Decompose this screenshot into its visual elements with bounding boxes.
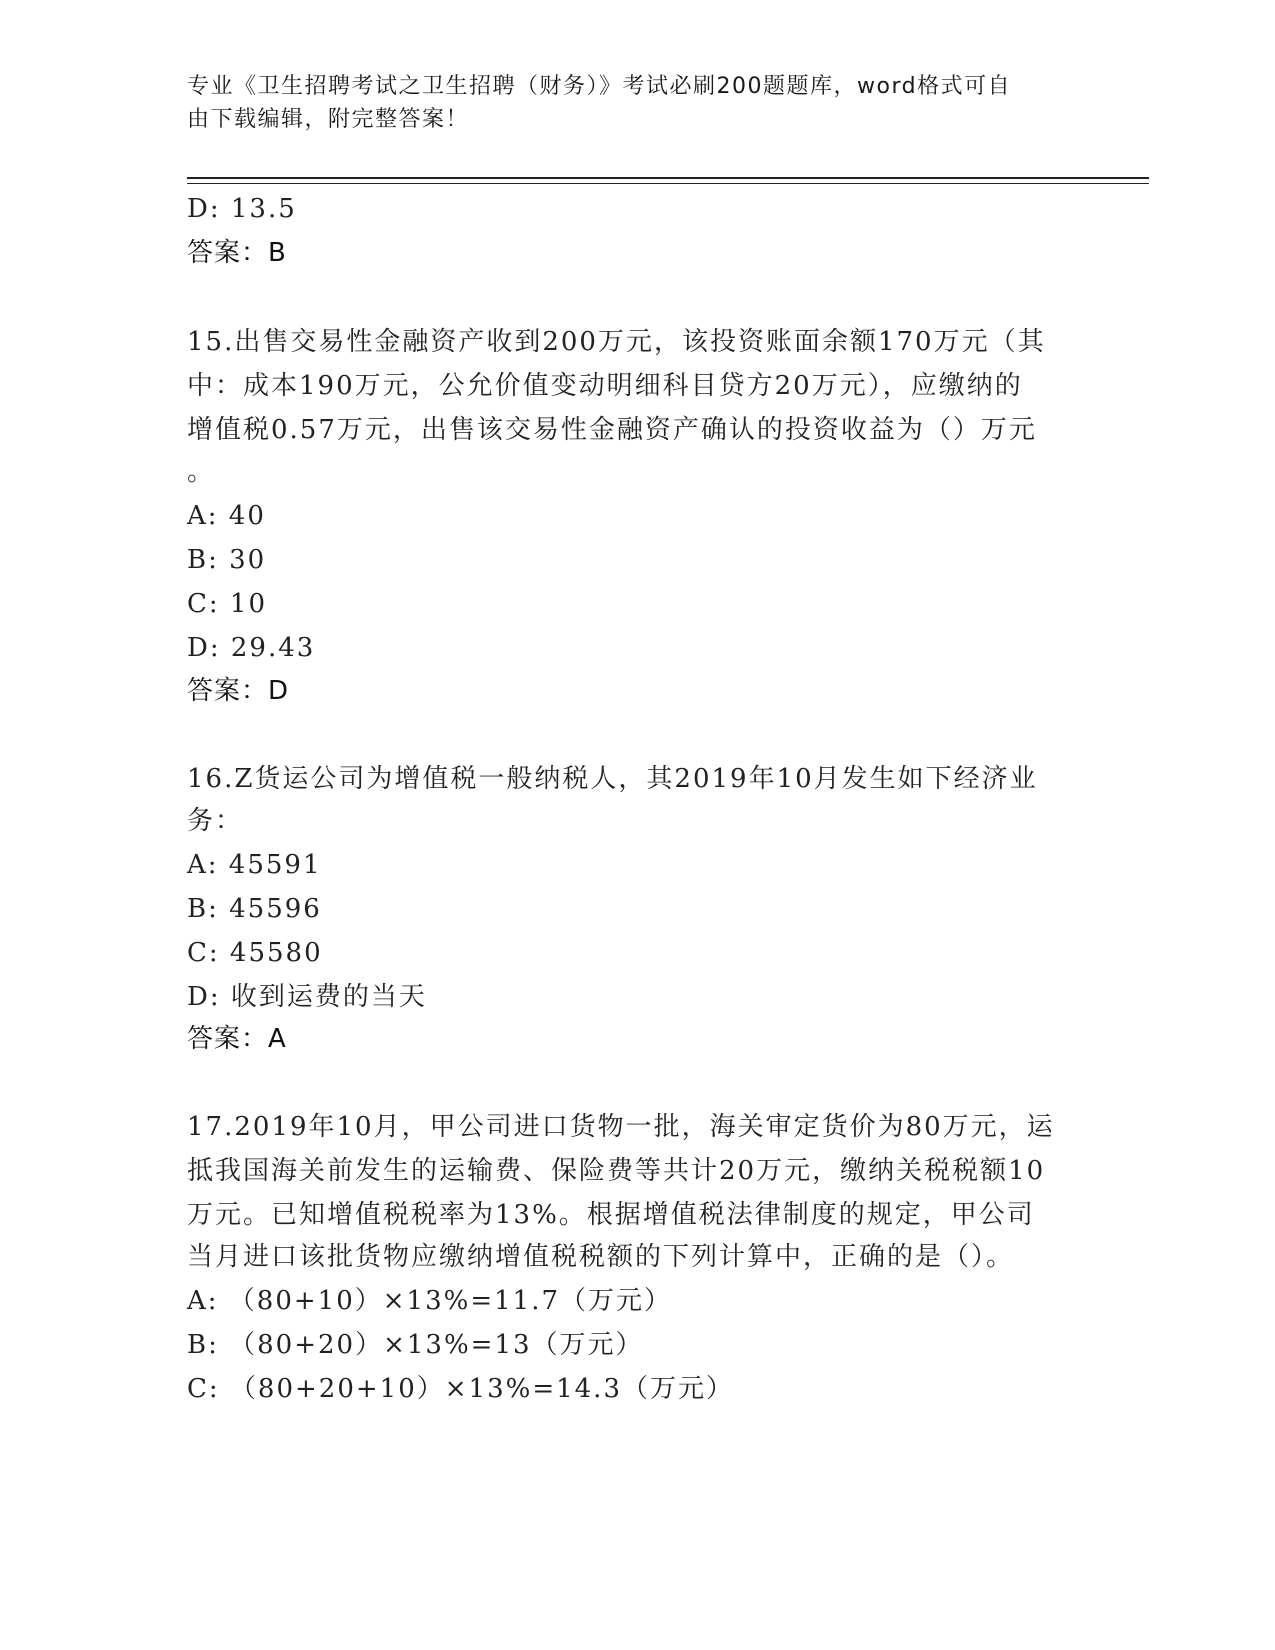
q15-answer: 答案：D	[187, 676, 290, 706]
q17-stem-line-2: 抵我国海关前发生的运输费、保险费等共计20万元，缴纳关税税额10	[187, 1156, 1046, 1186]
q15-option-c: C: 10	[187, 589, 268, 619]
q17-stem-line-3: 万元。已知增值税税率为13%。根据增值税法律制度的规定，甲公司	[187, 1200, 1035, 1230]
q16-stem-line-2: 务：	[187, 806, 244, 836]
q15-stem-line-2: 中：成本190万元，公允价值变动明细科目贷方20万元），应缴纳的	[187, 371, 1023, 401]
header-rule-thin	[187, 183, 1149, 184]
q15-option-b: B: 30	[187, 545, 267, 575]
q17-option-b: B: （80+20）×13%=13（万元）	[187, 1330, 644, 1360]
q16-option-d: D: 收到运费的当天	[187, 982, 427, 1012]
q14-option-d: D: 13.5	[187, 194, 297, 224]
q14-answer: 答案：B	[187, 238, 287, 268]
q15-option-d: D: 29.43	[187, 633, 316, 663]
document-header	[187, 70, 1067, 136]
q15-stem-line-4: 。	[187, 457, 216, 487]
q16-stem-line-1: 16.Z货运公司为增值税一般纳税人，其2019年10月发生如下经济业	[187, 764, 1038, 794]
header-line-2: 由下载编辑，附完整答案！	[187, 107, 470, 132]
q16-option-b: B: 45596	[187, 894, 322, 924]
q16-option-c: C: 45580	[187, 938, 323, 968]
header-line-1: 专业《卫生招聘考试之卫生招聘（财务）》考试必刷200题题库，word格式可自	[187, 74, 1012, 99]
q17-stem-line-4: 当月进口该批货物应缴纳增值税税额的下列计算中，正确的是（）。	[187, 1242, 1015, 1272]
q17-stem-line-1: 17.2019年10月，甲公司进口货物一批，海关审定货价为80万元，运	[187, 1112, 1055, 1142]
q17-option-c: C: （80+20+10）×13%=14.3（万元）	[187, 1374, 734, 1404]
q15-stem-line-1: 15.出售交易性金融资产收到200万元，该投资账面余额170万元（其	[187, 327, 1046, 357]
q16-answer: 答案：A	[187, 1024, 287, 1054]
q16-option-a: A: 45591	[187, 850, 322, 880]
q15-stem-line-3: 增值税0.57万元，出售该交易性金融资产确认的投资收益为（）万元	[187, 415, 1037, 445]
q15-option-a: A: 40	[187, 501, 266, 531]
header-rule-thick	[187, 177, 1149, 179]
q17-option-a: A: （80+10）×13%=11.7（万元）	[187, 1286, 673, 1316]
